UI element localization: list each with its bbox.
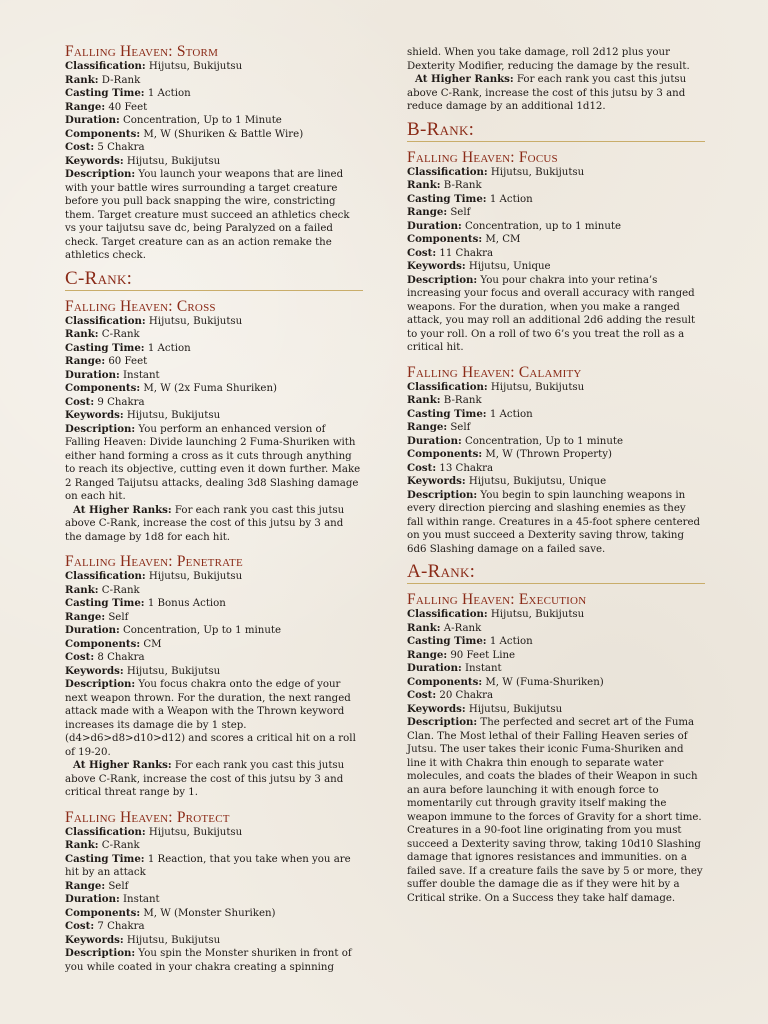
field-value: Hijutsu, Bukijutsu [490, 609, 585, 620]
field-value: 1 Reaction, that you take when you are hit by an attack [65, 853, 351, 878]
field-label: Rank: [407, 621, 441, 634]
field-label: Duration: [407, 434, 462, 447]
field-value: M, W (2x Fuma Shuriken) [143, 383, 277, 394]
field-label: Classification: [65, 825, 146, 838]
classification-line [65, 826, 363, 840]
field-label: Range: [407, 421, 448, 433]
field-label: Rank: [65, 583, 99, 596]
description [65, 947, 363, 974]
field-value: 1 Action [489, 193, 533, 205]
protect-description-continued: shield. When you take damage, roll 2d12 plus your Dexterity Modifier, reducing the damage by the result. [407, 47, 690, 72]
field-value: 9 Chakra [97, 396, 145, 408]
field-label: Cost: [407, 461, 437, 474]
spell-title: Falling Heaven: Cross [65, 297, 216, 315]
field-label: Casting Time: [407, 192, 487, 205]
higher-ranks [65, 759, 363, 800]
spell-title: Falling Heaven: Execution [407, 591, 587, 608]
field-label: Duration: [65, 624, 120, 636]
field-label: Description: [65, 947, 136, 959]
field-label: Casting Time: [65, 341, 145, 354]
field-label: Cost: [407, 689, 437, 701]
field-label: Classification: [65, 570, 146, 582]
field-value: Self [108, 880, 129, 892]
field-label: Casting Time: [65, 597, 145, 609]
description [65, 678, 363, 759]
field-label: Keywords: [407, 260, 466, 272]
range-line [65, 880, 363, 894]
duration-line [407, 220, 705, 234]
field-value: 5 Chakra [97, 142, 145, 153]
casting-time-line [407, 193, 705, 207]
field-value: 1 Bonus Action [147, 598, 226, 609]
rank-line [407, 179, 705, 193]
casting-time-line [65, 342, 363, 356]
field-label: Description: [65, 422, 136, 435]
casting-time-line [407, 635, 705, 649]
higher-ranks-text: For each rank you cast this jutsu above C-Rank, increase the cost of this jutsu by 3 and critical threat range by 1. [65, 760, 345, 798]
keywords-line [65, 409, 363, 423]
field-value: Hijutsu, Bukijutsu [490, 381, 585, 393]
field-label: Keywords: [65, 933, 124, 946]
casting-time-line [65, 597, 363, 611]
field-value: Hijutsu, Bukijutsu [148, 826, 243, 838]
field-label: Cost: [65, 920, 95, 932]
field-label: Casting Time: [407, 635, 487, 647]
description [407, 489, 705, 557]
field-value: Hijutsu, Bukijutsu [148, 61, 243, 72]
spell-title: Falling Heaven: Calamity [407, 363, 582, 381]
rank-line [65, 328, 363, 342]
field-label: Classification: [407, 380, 488, 393]
field-label: Range: [407, 648, 448, 661]
field-value: Instant [123, 894, 160, 905]
right-column [407, 46, 705, 905]
field-value: Hijutsu, Bukijutsu [148, 571, 243, 582]
cost-line [65, 396, 363, 410]
cost-line [65, 651, 363, 665]
rank-line [65, 584, 363, 598]
higher-ranks-text: For each rank you cast this jutsu above C-Rank, increase the cost of this jutsu by 3 and reduce damage by an additional 1d12. [407, 74, 687, 112]
field-value: M, W (Monster Shuriken) [143, 907, 276, 919]
field-label: Description: [65, 168, 136, 180]
field-label: Classification: [65, 314, 146, 327]
field-label: Rank: [65, 328, 99, 340]
field-label: Rank: [407, 394, 441, 406]
field-value: M, W (Shuriken & Battle Wire) [143, 128, 304, 140]
keywords-line [407, 260, 705, 274]
keywords-line [407, 475, 705, 489]
spell-cross [65, 299, 363, 545]
duration-line [65, 369, 363, 383]
field-label: At Higher Ranks: [415, 73, 514, 85]
field-label: Components: [407, 233, 483, 245]
field-label: Range: [65, 610, 106, 623]
field-label: Duration: [65, 893, 120, 905]
field-value: 1 Action [489, 636, 533, 647]
field-value: Hijutsu, Bukijutsu [490, 166, 585, 178]
field-label: Rank: [65, 73, 99, 86]
field-label: Rank: [407, 179, 441, 191]
field-value: C-Rank [101, 584, 140, 596]
field-value: Hijutsu, Unique [468, 261, 551, 272]
field-value: Hijutsu, Bukijutsu [126, 155, 221, 167]
rank-line [65, 74, 363, 88]
field-value: 1 Action [147, 342, 191, 354]
spell-execution [407, 592, 705, 905]
field-value: Hijutsu, Bukijutsu [468, 703, 563, 715]
spell-penetrate [65, 554, 363, 800]
components-line [407, 448, 705, 462]
field-label: Rank: [65, 839, 99, 851]
description [65, 168, 363, 263]
field-value: 20 Chakra [439, 690, 494, 701]
field-value: 60 Feet [108, 356, 148, 367]
range-line [407, 649, 705, 663]
higher-ranks [407, 73, 705, 114]
duration-line [407, 662, 705, 676]
field-value: 7 Chakra [97, 921, 145, 932]
field-value: D-Rank [101, 74, 141, 86]
description [407, 716, 705, 905]
field-value: Self [450, 422, 471, 433]
description-text: You begin to spin launching weapons in every direction piercing and slashing enemies as they fall within range. Creatures in a 45-foot sphere centered on you must succeed a Dexterity saving throw, taking 6d6 Slashing damage on a failed save. [407, 489, 701, 555]
field-label: At Higher Ranks: [73, 503, 172, 516]
spell-title: Falling Heaven: Focus [407, 148, 558, 166]
field-value: 11 Chakra [439, 247, 494, 259]
field-value: Self [108, 611, 129, 623]
field-label: Keywords: [407, 475, 466, 487]
field-label: Range: [65, 100, 106, 113]
field-value: Hijutsu, Bukijutsu [126, 410, 221, 421]
range-line [65, 611, 363, 625]
field-label: Components: [407, 448, 483, 460]
components-line [65, 907, 363, 921]
field-label: Description: [65, 678, 136, 690]
cost-line [65, 141, 363, 155]
description-text: You spin the Monster shuriken in front of you while coated in your chakra creating a spinning [65, 948, 352, 973]
field-label: Casting Time: [407, 407, 487, 420]
field-value: B-Rank [443, 180, 482, 191]
keywords-line [65, 934, 363, 948]
description [407, 274, 705, 355]
field-label: Description: [407, 273, 478, 286]
classification-line [407, 381, 705, 395]
field-label: Cost: [65, 395, 95, 408]
description-text: You pour chakra into your retina’s increasing your focus and overall accuracy with ranged weapons. For the duration, when you make a ranged attack, you may roll an additional 2d6 adding the result to your roll. On a roll of two 6’s you treat the roll as a critical hit. [407, 274, 696, 353]
casting-time-line [65, 853, 363, 880]
field-value: 13 Chakra [439, 462, 494, 474]
cost-line [407, 462, 705, 476]
higher-ranks-text: For each rank you cast this jutsu above C-Rank, increase the cost of this jutsu by 3 and the damage by 1d8 for each hit. [65, 504, 345, 543]
field-value: C-Rank [101, 329, 140, 340]
field-value: 1 Action [489, 408, 533, 420]
field-value: Instant [123, 369, 160, 381]
components-line [65, 128, 363, 142]
left-column [65, 44, 363, 974]
field-value: 40 Feet [108, 101, 148, 113]
duration-line [65, 624, 363, 638]
field-label: Keywords: [65, 664, 124, 677]
classification-line [407, 608, 705, 622]
range-line [407, 421, 705, 435]
field-value: Concentration, Up to 1 minute [465, 435, 624, 447]
field-label: Components: [65, 906, 141, 919]
field-label: Duration: [65, 114, 120, 126]
field-value: Concentration, Up to 1 Minute [123, 115, 282, 126]
field-value: M, CM [485, 234, 521, 245]
field-value: Self [450, 207, 471, 218]
description [65, 423, 363, 504]
cost-line [65, 920, 363, 934]
cost-line [407, 689, 705, 703]
duration-line [65, 114, 363, 128]
keywords-line [65, 665, 363, 679]
field-label: Duration: [407, 662, 462, 674]
field-label: Description: [407, 488, 478, 501]
duration-line [407, 435, 705, 449]
components-line [65, 638, 363, 652]
spell-calamity [407, 365, 705, 557]
range-line [407, 206, 705, 220]
spell-focus [407, 150, 705, 355]
field-value: A-Rank [443, 622, 482, 634]
field-label: Classification: [407, 608, 488, 620]
classification-line [407, 166, 705, 180]
field-label: Components: [65, 127, 141, 140]
spell-storm [65, 44, 363, 263]
field-value: Hijutsu, Bukijutsu [126, 665, 221, 677]
casting-time-line [65, 87, 363, 101]
rank-header-a: A-Rank: [407, 562, 705, 584]
field-label: Keywords: [65, 409, 124, 421]
components-line [407, 233, 705, 247]
keywords-line [407, 703, 705, 717]
field-label: Casting Time: [65, 852, 145, 865]
field-label: Classification: [407, 165, 488, 178]
field-value: C-Rank [101, 840, 140, 851]
field-label: Cost: [65, 651, 95, 663]
field-value: Concentration, Up to 1 minute [123, 625, 282, 636]
rank-line [407, 622, 705, 636]
field-label: Duration: [407, 219, 462, 232]
field-value: 8 Chakra [97, 652, 145, 663]
cost-line [407, 247, 705, 261]
field-value: M, W (Thrown Property) [485, 449, 612, 460]
field-label: Range: [407, 206, 448, 218]
keywords-line [65, 155, 363, 169]
field-value: M, W (Fuma-Shuriken) [485, 676, 604, 688]
field-value: Instant [465, 663, 502, 674]
field-label: Cost: [65, 141, 95, 153]
rank-line [407, 394, 705, 408]
description-text: You launch your weapons that are lined with your battle wires surrounding a target creature before you pull back snapping the wire, constricting them. Target creature must succeed an athletics check vs your taijutsu save dc, being Paralyzed on a failed check. Target creature can as an action remake the athletics check. [65, 169, 350, 261]
field-label: Range: [65, 879, 106, 892]
description-text: You focus chakra onto the edge of your next weapon thrown. For the duration, the next ranged attack made with a Weapon with the Thrown keyword increases its damage die by 1 step. (d4>d6>d8>d10>d12) and scores a critical hit on a roll of 19-20. [65, 679, 356, 758]
spell-title: Falling Heaven: Protect [65, 808, 230, 826]
field-value: Hijutsu, Bukijutsu [126, 934, 221, 946]
field-value: CM [143, 638, 162, 650]
higher-ranks [65, 504, 363, 545]
components-line [407, 676, 705, 690]
field-value: Concentration, up to 1 minute [465, 220, 622, 232]
field-label: Casting Time: [65, 87, 145, 99]
rank-header-b: B-Rank: [407, 120, 705, 142]
spell-title: Falling Heaven: Penetrate [65, 553, 243, 570]
classification-line [65, 570, 363, 584]
field-label: Keywords: [407, 702, 466, 715]
field-label: Duration: [65, 368, 120, 381]
field-label: Components: [65, 382, 141, 394]
field-value: B-Rank [443, 395, 482, 406]
classification-line [65, 60, 363, 74]
rank-line [65, 839, 363, 853]
field-value: 90 Feet Line [450, 649, 516, 661]
range-line [65, 101, 363, 115]
casting-time-line [407, 408, 705, 422]
description-text: You perform an enhanced version of Falling Heaven: Divide launching 2 Fuma-Shuriken with either hand forming a cross as it cuts through anything to reach its objective, cutting even it down further. Make 2 Ranged Taijutsu attacks, dealing 3d8 Slashing damage on each hit. [65, 423, 361, 502]
field-label: Range: [65, 355, 106, 367]
field-label: Components: [407, 675, 483, 688]
field-label: Classification: [65, 60, 146, 72]
field-label: Components: [65, 637, 141, 650]
field-label: Keywords: [65, 154, 124, 167]
duration-line [65, 893, 363, 907]
field-label: At Higher Ranks: [73, 759, 172, 771]
field-value: 1 Action [147, 88, 191, 99]
field-label: Cost: [407, 246, 437, 259]
field-value: Hijutsu, Bukijutsu [148, 315, 243, 327]
components-line [65, 382, 363, 396]
spell-protect [65, 810, 363, 975]
classification-line [65, 315, 363, 329]
field-value: Hijutsu, Bukijutsu, Unique [468, 476, 607, 487]
rank-header-c: C-Rank: [65, 269, 363, 291]
field-label: Description: [407, 716, 478, 728]
range-line [65, 355, 363, 369]
description-text: The perfected and secret art of the Fuma Clan. The Most lethal of their Falling Heaven series of Jutsu. The user takes their iconic Fuma-Shuriken and line it with Chakra thin enough to separate water molecules, and coats the blades of their Weapon in such an aura before launching it with enough force to momentarily cut through gravity itself making the weapon immune to the forces of Gravity for a short time. Creatures in a 90-foot line originating from you must succeed a Dexterity saving throw, taking 10d10 Slashing damage that ignores resistances and immunities. on a failed save. If a creature fails the save by 5 or more, they suffer double the damage die as if they were hit by a Critical strike. On a Success they take half damage. [407, 717, 703, 904]
spell-title: Falling Heaven: Storm [65, 43, 219, 60]
